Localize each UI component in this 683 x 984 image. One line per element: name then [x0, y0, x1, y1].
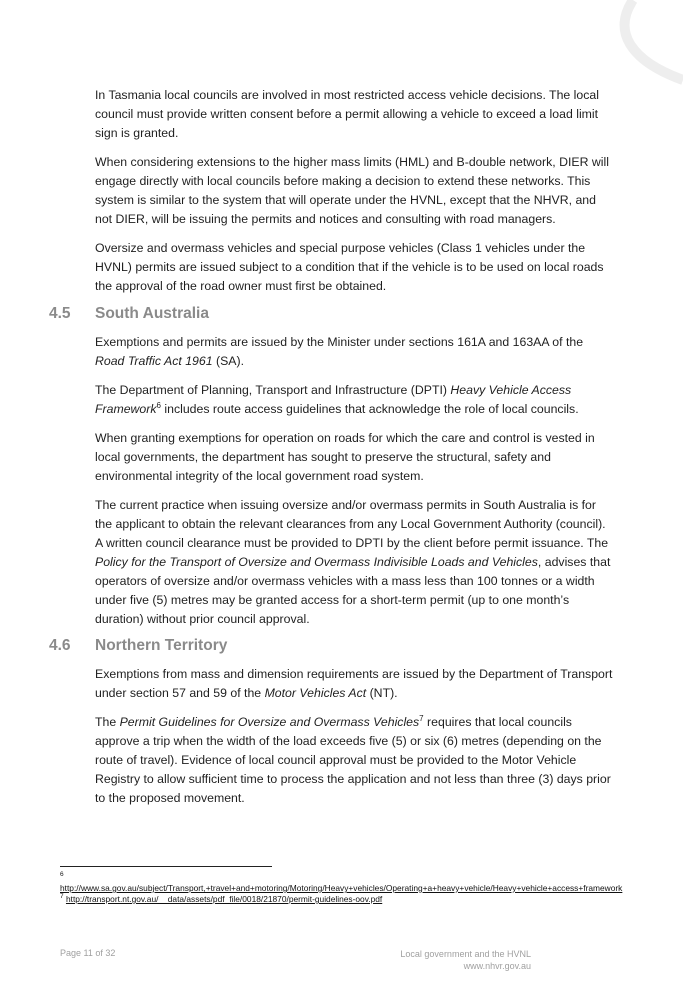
section-heading-south-australia: [49, 305, 609, 323]
paragraph: The current practice when issuing oversize and/or overmass permits in South Australia is for the applicant to obtain the relevant clearances from any Local Government Authority (council). A written council clearance must be provided to DPTI by the client before permit issuance. The Policy for the Transport of Oversize and Overmass Indivisible Loads and Vehicles, advises that operators of oversize and/or overmass vehicles with a mass less than 100 tonnes or a width under five (5) metres may be granted access for a short-term permit (up to one month’s duration) without prior council approval.: [95, 498, 611, 626]
paragraph: Exemptions and permits are issued by the Minister under sections 161A and 163AA of the Road Traffic Act 1961 (SA).: [95, 335, 584, 368]
paragraph: Oversize and overmass vehicles and special purpose vehicles (Class 1 vehicles under the HVNL) permits are issued subject to a condition that if the vehicle is to be used on local roads the approval of the road owner must first be obtained.: [95, 241, 604, 293]
paragraph: The Permit Guidelines for Oversize and Overmass Vehicles$^7$ requires that local councils approve a trip when the width of the load exceeds five (5) or six (6) metres (depending on the route of travel). Evidence of local council approval must be provided to the Motor Vehicle Registry to allow sufficient time to process the application and not less than three (3) days prior to the proposed movement.: [95, 713, 611, 805]
footnote-number: 7: [60, 893, 64, 901]
footnote-7: [60, 894, 640, 905]
footnote-6: [60, 872, 640, 883]
intro-block: [95, 86, 615, 306]
page-number: Page 11 of 32: [60, 948, 116, 958]
footnote-number: 6: [60, 871, 64, 879]
section-number: 4.5: [49, 305, 71, 322]
paragraph: The Department of Planning, Transport and Infrastructure (DPTI) Heavy Vehicle Access Framework$^6$ includes route access guidelines that acknowledge the role of local councils.: [95, 383, 579, 416]
footnotes: [60, 872, 640, 905]
footer-info: [400, 948, 531, 972]
paragraph: Exemptions from mass and dimension requirements are issued by the Department of Transport under section 57 and 59 of the Motor Vehicles Act (NT).: [95, 667, 613, 700]
section-heading-northern-territory: [49, 637, 609, 655]
south-australia-block: [95, 333, 615, 639]
footnote-7-link[interactable]: http://transport.nt.gov.au/__data/assets/pdf_file/0018/21870/permit-guidelines-oov.pdf: [65, 894, 383, 904]
paragraph: In Tasmania local councils are involved in most restricted access vehicle decisions. The local council must provide written consent before a permit allowing a vehicle to exceed a load limit sign is granted.: [95, 88, 599, 140]
section-number: 4.6: [49, 637, 71, 654]
paragraph: When considering extensions to the higher mass limits (HML) and B-double network, DIER will engage directly with local councils before making a decision to extend these networks. This system is similar to the system that will operate under the HVNL, except that the NHVR, and not DIER, will be issuing the permits and notices and consulting with road managers.: [95, 155, 609, 226]
footnote-6-link[interactable]: http://www.sa.gov.au/subject/Transport,+travel+and+motoring/Motoring/Heavy+vehicles/Operating+a+heavy+vehicle/Heavy+vehicle+access+framework: [60, 883, 623, 893]
footnote-ref: 6: [156, 400, 161, 410]
footnote-ref: 7: [419, 713, 424, 723]
paragraph: When granting exemptions for operation on roads for which the care and control is vested in local governments, the department has sought to preserve the structural, safety and environmental integrity of the local government road system.: [95, 431, 595, 483]
website: www.nhvr.gov.au: [463, 961, 531, 971]
northern-territory-block: [95, 665, 615, 818]
document-title: Local government and the HVNL: [400, 949, 531, 959]
footnote-divider: [60, 866, 272, 867]
section-title: Northern Territory: [95, 637, 228, 654]
section-title: South Australia: [95, 305, 209, 322]
